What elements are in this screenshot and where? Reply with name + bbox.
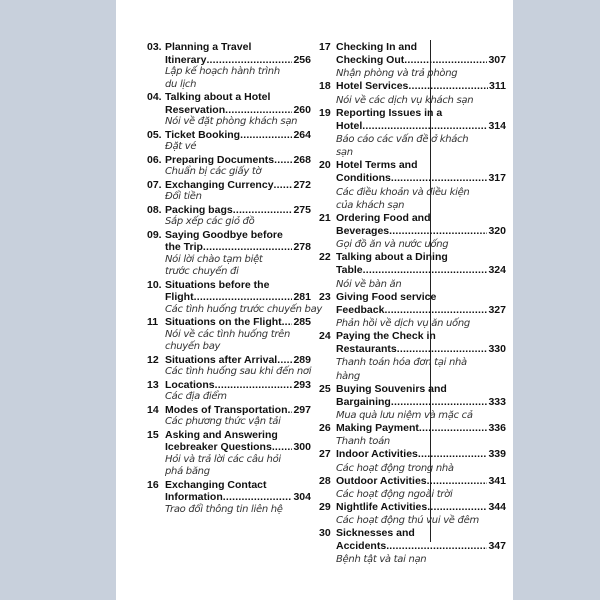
entry-title: Ordering Food and [336, 211, 431, 224]
toc-entry[interactable] [147, 41, 311, 91]
entry-title-line [165, 479, 311, 492]
entry-title: Indoor Activities [336, 448, 418, 461]
entry-body [165, 429, 311, 479]
entry-title-line [165, 91, 311, 104]
toc-entry[interactable] [319, 383, 506, 422]
entry-number: 27 [319, 448, 331, 461]
entry-number: 05. [147, 128, 162, 141]
page-number: 293 [293, 378, 311, 391]
entry-translation: Trao đổi thông tin liên hệ [165, 503, 283, 515]
page-number: 324 [488, 264, 506, 277]
entry-title-line [336, 120, 506, 133]
dot-leader [391, 172, 488, 185]
entry-body [165, 204, 311, 229]
entry-title-line [165, 41, 311, 54]
dot-leader [427, 501, 487, 514]
entry-title-line [336, 80, 506, 93]
page-number: 260 [293, 103, 311, 116]
entry-translation: Các tình huống sau khi đến nơi [165, 366, 312, 377]
entry-body [336, 159, 506, 212]
entry-title-line [165, 241, 311, 254]
entry-title-line [165, 291, 311, 304]
entry-translation: Nói lời chào tạm biệt [165, 253, 263, 265]
entry-translation: Phản hồi về dịch vụ ăn uống [336, 317, 470, 329]
entry-title: Reporting Issues in a [336, 106, 443, 119]
entry-title: Giving Food service [336, 290, 437, 303]
entry-body [165, 354, 311, 379]
toc-entry[interactable] [319, 422, 506, 448]
dot-leader [389, 225, 487, 238]
entry-title-line [165, 316, 311, 329]
entry-title: Information [165, 491, 223, 503]
page-number: 300 [293, 441, 311, 453]
entry-number: 18 [319, 80, 331, 93]
page-number: 268 [293, 153, 311, 166]
entry-title-line [165, 404, 311, 417]
entry-title: Situations on the Flight. [165, 316, 285, 328]
page-number: 317 [488, 172, 506, 185]
entry-title-line [336, 212, 506, 225]
entry-title-line [336, 527, 506, 540]
entry-translation: phá băng [165, 466, 210, 477]
entry-body [336, 41, 506, 80]
entry-title-line [336, 264, 506, 277]
dot-leader [233, 204, 293, 217]
entry-translation: Nói về các dịch vụ khách sạn [336, 94, 474, 106]
page-number: 285 [293, 316, 311, 328]
entry-title: Hotel Services [336, 80, 409, 93]
toc-entry[interactable] [319, 527, 506, 566]
entry-title-line [336, 422, 506, 435]
toc-entry[interactable] [319, 475, 506, 501]
entry-number: 30 [319, 527, 331, 540]
entry-title: Restaurants [336, 343, 397, 356]
entry-translation: Đặt vé [165, 141, 197, 152]
dot-leader [386, 540, 487, 553]
entry-title: Ticket Booking [165, 128, 241, 141]
entry-title-line [336, 330, 506, 343]
page-number: 339 [488, 448, 506, 461]
entry-title-line [336, 343, 506, 356]
entry-title: Making Payment [336, 422, 419, 435]
dot-leader [274, 179, 293, 192]
entry-title: Bargaining [336, 395, 391, 408]
entry-title: Packing bags [165, 203, 233, 216]
entry-number: 19 [319, 106, 331, 119]
entry-translation: Chuẩn bị các giấy tờ [165, 166, 262, 177]
entry-title-line [165, 179, 311, 192]
dot-leader [362, 120, 487, 133]
entry-number: 13 [147, 378, 159, 391]
toc-entry[interactable] [147, 354, 311, 379]
entry-number: 22 [319, 251, 331, 264]
entry-number: 23 [319, 290, 331, 303]
entry-title: Planning a Travel [165, 41, 252, 53]
dot-leader [272, 441, 293, 454]
entry-title: Icebreaker Questions [165, 441, 272, 453]
entry-translation: Các hoạt động ngoài trời [336, 488, 453, 500]
entry-title-line [336, 225, 506, 238]
entry-title: Talking about a Hotel [165, 91, 271, 103]
entry-translation: hàng [336, 370, 360, 382]
entry-title-line [336, 448, 506, 461]
entry-title: Paying the Check in [336, 330, 436, 343]
entry-title-line [336, 41, 506, 54]
dot-leader [285, 316, 293, 329]
entry-translation: Đổi tiền [165, 191, 202, 202]
entry-title: Locations [165, 378, 215, 391]
entry-translation: Hỏi và trả lời các câu hỏi [165, 453, 281, 465]
dot-leader [397, 343, 488, 356]
entry-title-line [336, 54, 506, 67]
toc-entry[interactable] [147, 204, 311, 229]
toc-entry[interactable] [319, 330, 506, 383]
toc-entry[interactable] [147, 479, 311, 517]
entry-title: Talking about a Dining [336, 251, 448, 264]
toc-entry[interactable] [319, 251, 506, 290]
entry-title: Beverages [336, 224, 390, 237]
entry-title: Table [336, 264, 363, 277]
entry-translation: Nói về bàn ăn [336, 278, 402, 290]
entry-number: 16 [147, 478, 159, 491]
dot-leader [215, 379, 293, 392]
dot-leader [277, 354, 292, 367]
entry-body [336, 80, 506, 106]
dot-leader [427, 475, 488, 488]
entry-title-line [165, 429, 311, 442]
entry-number: 17 [319, 41, 331, 53]
entry-title: Situations after Arrival [165, 353, 278, 366]
entry-translation: Thanh toán hóa đơn tại nhà [336, 357, 467, 369]
entry-body [336, 383, 506, 422]
toc-entry[interactable] [147, 404, 311, 429]
entry-translation: Các địa điểm [165, 391, 227, 402]
entry-title-line [336, 501, 506, 514]
entry-body [336, 448, 506, 474]
page-number: 344 [488, 500, 506, 513]
entry-translation: Các phương thức vận tải [165, 416, 281, 427]
entry-title-line [165, 154, 311, 167]
entry-body [336, 107, 506, 160]
entry-title: Exchanging Currency [165, 178, 274, 191]
entry-title-line [336, 396, 506, 409]
entry-title-line [165, 204, 311, 217]
entry-translation: Các hoạt động thú vui về đêm [336, 515, 479, 527]
entry-title-line [336, 251, 506, 264]
entry-body [165, 129, 311, 154]
entry-translation: Nhận phòng và trả phòng [336, 68, 458, 80]
dot-leader [419, 422, 488, 435]
page-number: 289 [293, 353, 311, 366]
toc-entry[interactable] [319, 159, 506, 212]
entry-title-line [336, 475, 506, 488]
entry-translation: trước chuyến đi [165, 266, 239, 277]
toc-entry[interactable] [147, 278, 323, 317]
page-number: 307 [488, 54, 506, 67]
entry-title-line [165, 491, 311, 504]
page-number: 278 [293, 241, 311, 253]
entry-body [165, 41, 311, 91]
entry-body [165, 278, 323, 317]
entry-title-line [336, 107, 506, 120]
entry-title: Outdoor Activities [336, 474, 427, 487]
toc-entry[interactable] [147, 91, 311, 129]
page-number: 333 [488, 395, 506, 408]
entry-title-line [165, 104, 311, 117]
entry-number: 21 [319, 211, 331, 224]
entry-title-line [165, 129, 311, 142]
entry-title: Feedback [336, 303, 385, 316]
dot-leader [203, 241, 293, 254]
entry-title: the Trip [165, 241, 203, 253]
dot-leader [408, 80, 488, 93]
page-number: 320 [488, 224, 506, 237]
entry-number: 04. [147, 91, 162, 103]
entry-translation: Nói về đặt phòng khách sạn [165, 116, 298, 127]
entry-title-line [336, 172, 506, 185]
entry-number: 11 [147, 316, 159, 328]
entry-translation: Sắp xếp các giỏ đồ [165, 216, 255, 227]
toc-entry[interactable] [147, 379, 311, 404]
toc-entry[interactable] [319, 107, 506, 160]
entry-number: 25 [319, 382, 331, 395]
entry-translation: chuyến bay [165, 341, 221, 352]
entry-number: 09. [147, 228, 162, 241]
entry-title: Nightlife Activities [336, 500, 428, 513]
page-number: 330 [488, 343, 506, 356]
entry-title: Flight [165, 291, 194, 303]
entry-title: Exchanging Contact [165, 478, 267, 491]
entry-translation: Các tình huống trước chuyến bay [165, 303, 323, 315]
entry-number: 08. [147, 203, 162, 216]
toc-column-right [319, 41, 506, 567]
entry-title: Sicknesses and [336, 527, 415, 540]
entry-translation: của khách sạn [336, 199, 405, 211]
dot-leader [391, 396, 488, 409]
entry-number: 20 [319, 159, 331, 172]
toc-entry[interactable] [319, 212, 506, 251]
toc-entry[interactable] [147, 179, 311, 204]
entry-number: 15 [147, 428, 159, 441]
entry-title: Hotel [336, 119, 363, 132]
entry-body [165, 479, 311, 517]
toc-entry[interactable] [147, 429, 311, 479]
entry-title: Buying Souvenirs and [336, 382, 447, 395]
entry-title: Asking and Answering [165, 428, 278, 441]
entry-body [336, 251, 506, 290]
entry-translation: sạn [336, 147, 353, 159]
dot-leader [418, 448, 488, 461]
entry-body [336, 422, 506, 448]
entry-body [336, 330, 506, 383]
entry-body [165, 179, 311, 204]
entry-title: Reservation [165, 103, 226, 116]
entry-title-line [336, 383, 506, 396]
entry-number: 14 [147, 403, 159, 416]
toc-entry[interactable] [319, 291, 506, 330]
toc-entry[interactable] [319, 501, 506, 527]
entry-title-line [336, 540, 506, 553]
entry-number: 28 [319, 474, 331, 487]
page-number: 314 [488, 119, 506, 132]
entry-number: 06. [147, 153, 162, 166]
entry-title: Modes of Transportation [165, 403, 288, 416]
entry-body [165, 404, 311, 429]
toc-entry[interactable] [319, 448, 506, 474]
page-number: 297 [293, 403, 311, 416]
entry-number: 24 [319, 330, 331, 343]
page-number: 256 [293, 53, 311, 66]
dot-leader [363, 264, 488, 277]
dot-leader [225, 104, 292, 117]
entry-number: 03. [147, 41, 162, 53]
entry-body [165, 154, 311, 179]
entry-title: Checking In and [336, 41, 418, 53]
entry-translation: Mua quà lưu niệm và mặc cả [336, 409, 473, 421]
entry-translation: Báo cáo các vấn đề ở khách [336, 133, 469, 145]
dot-leader [384, 304, 487, 317]
dot-leader [240, 129, 292, 142]
entry-number: 29 [319, 500, 331, 513]
entry-body [336, 501, 506, 527]
page-number: 341 [488, 474, 506, 487]
entry-title: Conditions [336, 172, 391, 185]
entry-body [336, 475, 506, 501]
dot-leader [274, 154, 292, 167]
toc-entry[interactable] [319, 41, 506, 80]
entry-title: Accidents [336, 540, 387, 553]
entry-translation: Gọi đồ ăn và nước uống [336, 239, 449, 251]
entry-title-line [336, 291, 506, 304]
page-number: 347 [488, 540, 506, 553]
page-number: 264 [293, 128, 311, 141]
page-number: 336 [488, 422, 506, 435]
dot-leader [404, 54, 487, 67]
page-number: 311 [489, 80, 506, 93]
toc-entry[interactable] [319, 80, 506, 106]
entry-translation: Các điều khoản và điều kiện [336, 186, 470, 198]
entry-translation: Các hoạt động trong nhà [336, 462, 454, 474]
entry-translation: du lịch [165, 78, 197, 90]
entry-title-line [165, 54, 311, 67]
dot-leader [223, 491, 293, 504]
entry-translation: Lập kế hoạch hành trình [165, 66, 280, 77]
toc-entry[interactable] [147, 316, 311, 354]
page-number: 304 [293, 491, 311, 503]
entry-body [165, 316, 311, 354]
toc-column-left [147, 41, 323, 516]
entry-title-line [165, 379, 311, 392]
entry-title: Saying Goodbye before [165, 228, 283, 241]
entry-title: Situations before the [165, 278, 270, 291]
entry-title-line [165, 229, 311, 242]
entry-title-line [336, 159, 506, 172]
entry-body [165, 91, 311, 129]
page-number: 272 [293, 178, 311, 191]
entry-body [336, 212, 506, 251]
entry-translation: Nói về các tình huống trên [165, 328, 291, 340]
entry-title: Preparing Documents [165, 153, 275, 166]
toc-entry[interactable] [147, 154, 311, 179]
entry-body [165, 379, 311, 404]
toc-entry[interactable] [147, 229, 311, 279]
entry-translation: Bệnh tật và tai nạn [336, 554, 427, 566]
page-number: 281 [293, 291, 311, 303]
entry-body [336, 291, 506, 330]
toc-entry[interactable] [147, 129, 311, 154]
entry-title-line [336, 304, 506, 317]
entry-body [165, 229, 311, 279]
dot-leader [206, 54, 292, 67]
entry-number: 26 [319, 422, 331, 435]
entry-number: 12 [147, 353, 159, 366]
entry-title: Hotel Terms and [336, 159, 418, 172]
page-number: 275 [293, 203, 311, 216]
entry-body [336, 527, 506, 566]
entry-number: 07. [147, 178, 162, 191]
entry-translation: Thanh toán [336, 436, 390, 448]
dot-leader [194, 291, 293, 304]
entry-title: Itinerary [165, 53, 207, 66]
page-number: 327 [488, 303, 506, 316]
entry-title-line [165, 441, 311, 454]
entry-number: 10. [147, 278, 162, 291]
entry-title-line [165, 354, 311, 367]
entry-title-line [165, 279, 311, 292]
entry-title: Checking Out [336, 54, 405, 67]
